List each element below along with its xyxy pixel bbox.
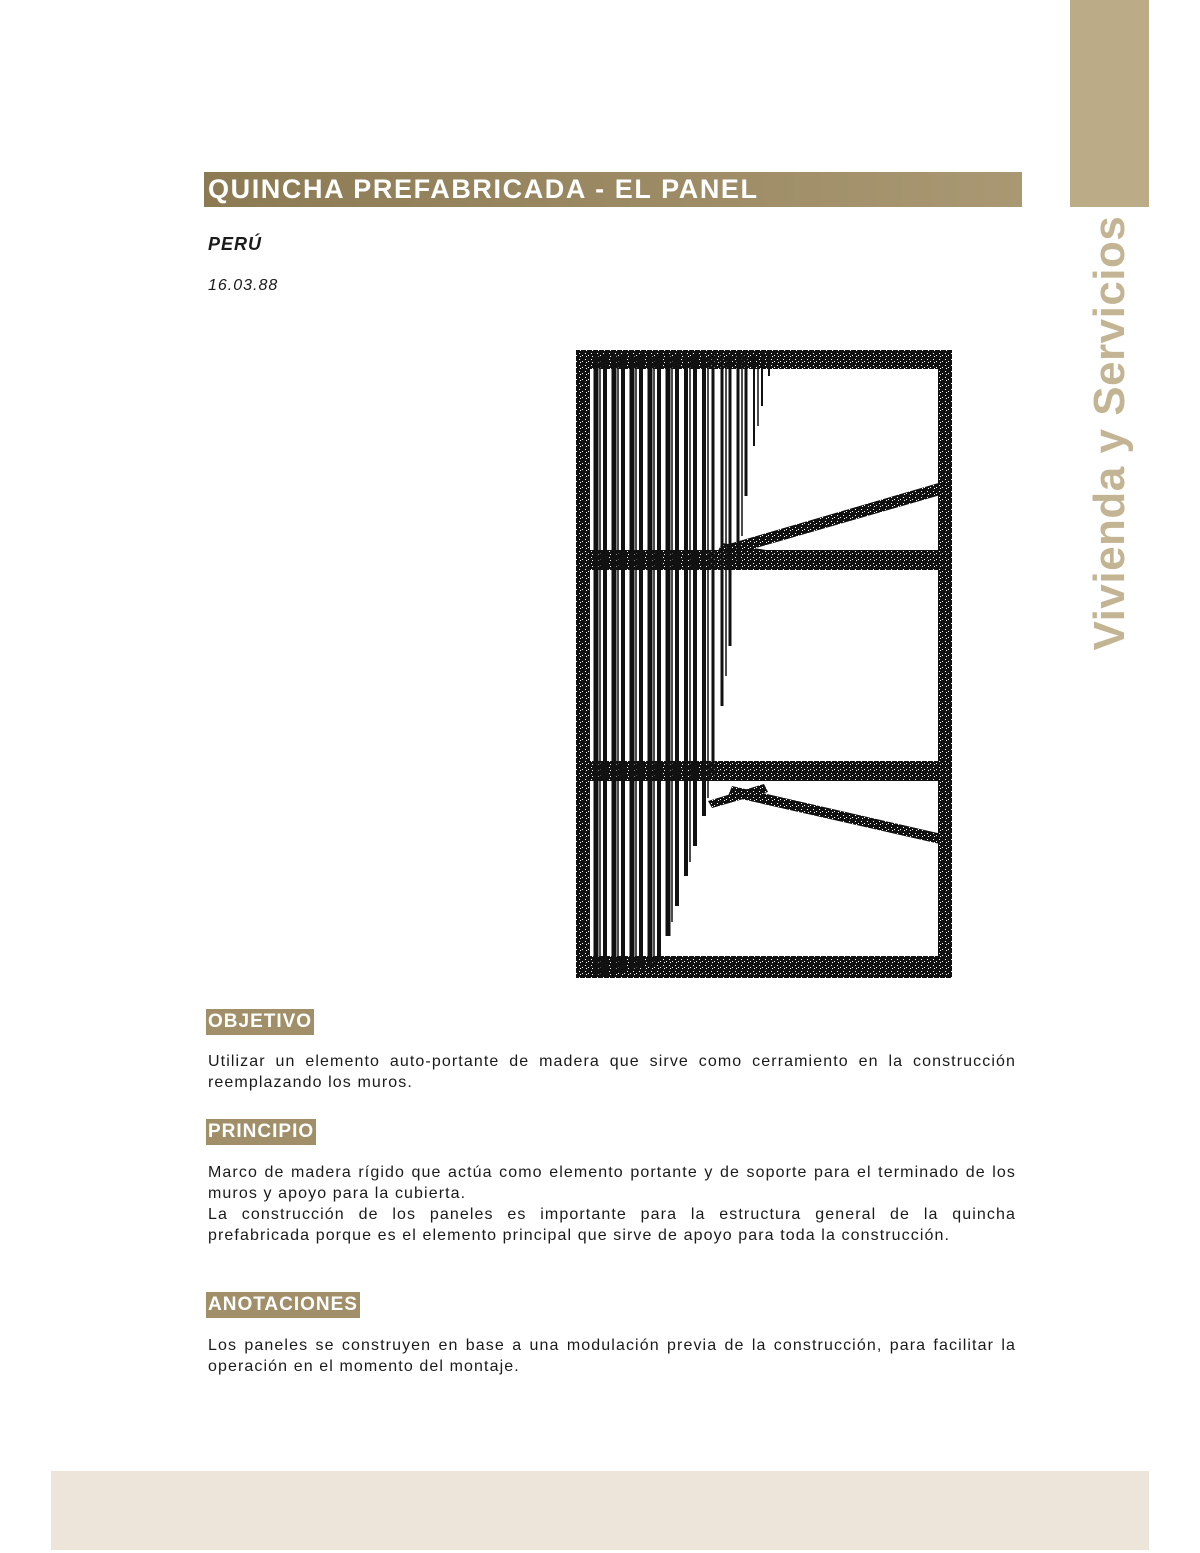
country-label: PERÚ: [208, 234, 263, 254]
panel-drawing: [572, 346, 957, 982]
principio-text: [208, 1162, 1016, 1246]
page-title: QUINCHA PREFABRICADA - EL PANEL: [208, 174, 759, 204]
side-tab: [1070, 0, 1149, 207]
page-footer-band: [51, 1471, 1149, 1550]
objetivo-heading: OBJETIVO: [206, 1009, 314, 1035]
anotaciones-text: [208, 1335, 1016, 1377]
side-category: [1070, 213, 1149, 653]
page-title-bar: [204, 172, 1022, 207]
principio-heading: PRINCIPIO: [206, 1119, 316, 1145]
principio-paragraph-2: La construcción de los paneles es importante para la estructura general de la quincha prefabricada porque es el elemento principal que sirve de apoyo para toda la construcción.: [208, 1206, 1016, 1244]
anotaciones-paragraph: Los paneles se construyen en base a una modulación previa de la construcción, para facilitar la operación en el momento del montaje.: [208, 1337, 1016, 1375]
date-label: 16.03.88: [208, 277, 279, 294]
side-category-label: Vivienda y Servicios: [1084, 215, 1134, 651]
principio-paragraph-1: Marco de madera rígido que actúa como elemento portante y de soporte para el terminado de los muros y apoyo para la cubierta.: [208, 1164, 1016, 1202]
panel-cane-infill: [596, 354, 769, 976]
objetivo-text: [208, 1051, 1016, 1093]
anotaciones-heading: ANOTACIONES: [206, 1292, 360, 1318]
objetivo-paragraph: Utilizar un elemento auto-portante de madera que sirve como cerramiento en la construcción reemplazando los muros.: [208, 1053, 1016, 1091]
